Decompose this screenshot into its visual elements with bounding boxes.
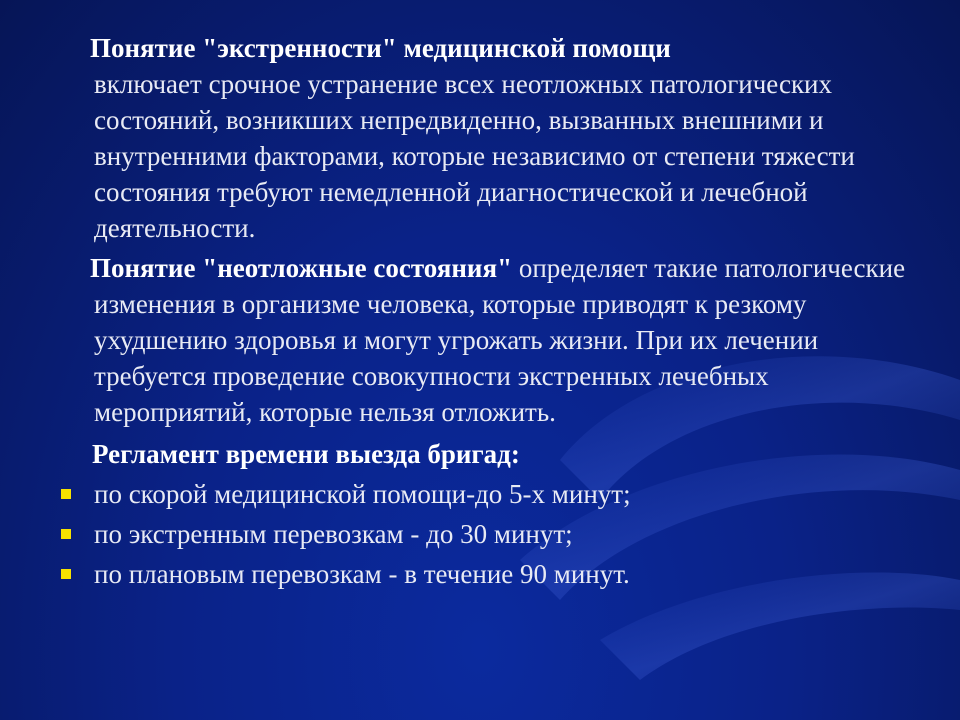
square-bullet-icon bbox=[61, 529, 71, 539]
paragraph2-lead: Понятие "неотложные состояния" bbox=[90, 253, 513, 283]
dispatch-time-list bbox=[0, 476, 960, 592]
list-item-text: по экстренным перевозкам - до 30 минут; bbox=[94, 519, 573, 549]
square-bullet-icon bbox=[61, 569, 71, 579]
dispatch-time-heading: Регламент времени выезда бригад: bbox=[92, 439, 520, 469]
paragraph1-lead: Понятие "экстренности" медицинской помощи bbox=[90, 33, 671, 63]
list-item bbox=[0, 476, 960, 512]
paragraph-urgent-conditions bbox=[0, 250, 960, 430]
list-item bbox=[0, 516, 960, 552]
paragraph1-body: включает срочное устранение всех неотложных патологических состояний, возникших непредвиденно, вызванных внешними и внутренними факторами, которые независимо от степени тяжести состояния требуют немедленной диагностической и лечебной деятельности. bbox=[94, 69, 855, 243]
slide-content bbox=[0, 30, 960, 596]
list-item-text: по скорой медицинской помощи-до 5-х минут; bbox=[94, 479, 631, 509]
paragraph-emergency-care bbox=[0, 30, 960, 246]
paragraph2-body: определяет такие патологические изменения в организме человека, которые приводят к резкому ухудшению здоровья и могут угрожать жизни. При их лечении требуется проведение совокупности экстренных лечебных мероприятий, которые нельзя отложить. bbox=[94, 253, 906, 427]
square-bullet-icon bbox=[61, 489, 71, 499]
list-item-text: по плановым перевозкам - в течение 90 минут. bbox=[94, 559, 630, 589]
list-item bbox=[0, 556, 960, 592]
